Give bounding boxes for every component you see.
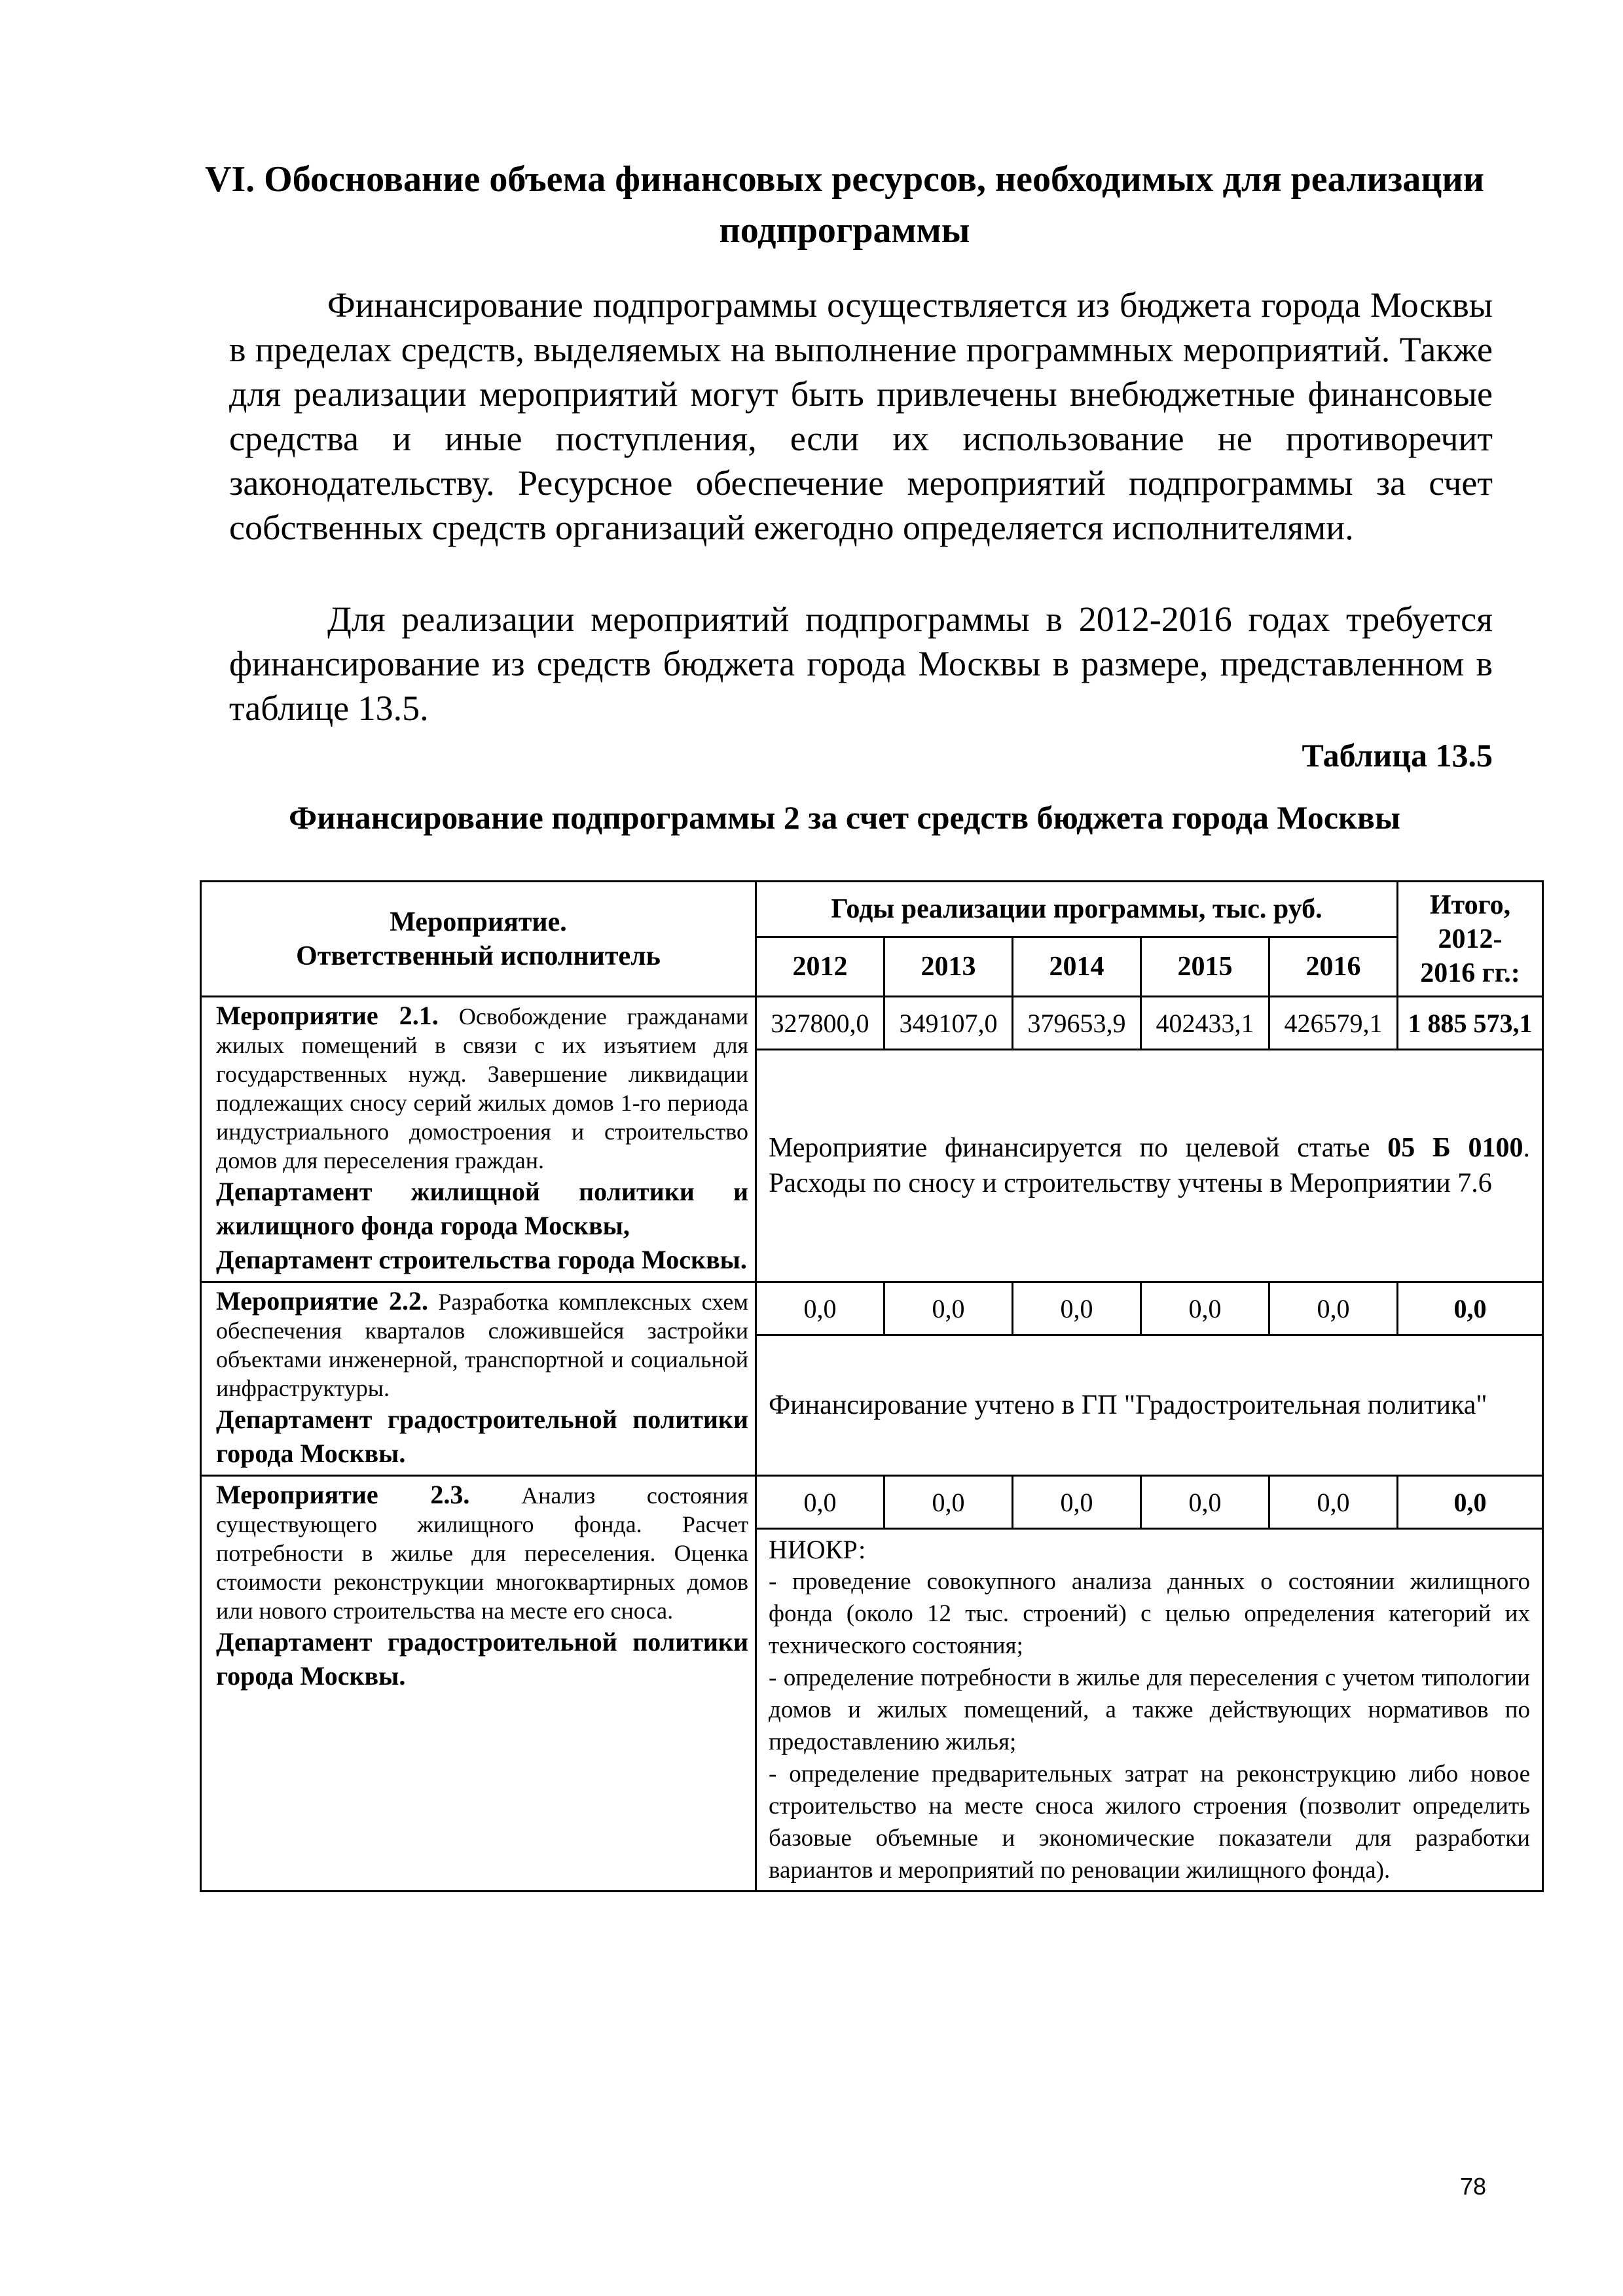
event-column-header-line1: Мероприятие. xyxy=(390,906,567,937)
value-2015: 0,0 xyxy=(1141,1476,1269,1529)
value-total: 0,0 xyxy=(1398,1476,1543,1529)
financing-table xyxy=(200,880,1544,1892)
event-title: Мероприятие 2.2. xyxy=(216,1286,428,1316)
value-2013: 349107,0 xyxy=(884,997,1013,1050)
total-header-line1: Итого, xyxy=(1429,889,1511,920)
years-group-header: Годы реализации программы, тыс. руб. xyxy=(756,882,1398,937)
event-description: Разработка комплексных схем обеспечения кварталов сложившейся застройки объектами инженерной, транспортной и социальной инфраструктуры. xyxy=(216,1289,749,1401)
event-cell-2-1 xyxy=(201,997,756,1282)
event-column-header-line2: Ответственный исполнитель xyxy=(296,941,661,971)
event-description: Анализ состояния существующего жилищного фонда. Расчет потребности в жилье для переселения. Оценка стоимости реконструкции многоквартирных домов или нового строительства на месте его сноса. xyxy=(216,1482,748,1624)
value-2015: 402433,1 xyxy=(1141,997,1269,1050)
year-header-2015: 2015 xyxy=(1141,937,1269,997)
niokr-item: - проведение совокупного анализа данных о состоянии жилищного фонда (около 12 тыс. строений) с целью определения категорий их технического состояния; xyxy=(769,1568,1530,1659)
table-row xyxy=(201,1476,1543,1529)
year-header-2016: 2016 xyxy=(1269,937,1398,997)
table-row xyxy=(201,997,1543,1050)
value-2013: 0,0 xyxy=(884,1282,1013,1335)
event-title: Мероприятие 2.3. xyxy=(216,1480,470,1509)
value-2016: 0,0 xyxy=(1269,1476,1398,1529)
note-cell-2-2: Финансирование учтено в ГП "Градостроительная политика" xyxy=(756,1335,1543,1476)
value-total: 0,0 xyxy=(1398,1282,1543,1335)
table-header-row xyxy=(201,882,1543,937)
year-header-2013: 2013 xyxy=(884,937,1013,997)
value-2012: 0,0 xyxy=(756,1282,884,1335)
note-cell-2-1 xyxy=(756,1050,1543,1282)
value-2015: 0,0 xyxy=(1141,1282,1269,1335)
event-cell-2-3 xyxy=(201,1476,756,1892)
event-department: Департамент жилищной политики и жилищного фонда города Москвы, xyxy=(216,1177,748,1240)
note-text: Мероприятие финансируется по целевой статье xyxy=(769,1133,1388,1163)
event-department: Департамент градостроительной политики города Москвы. xyxy=(216,1405,748,1468)
event-department: Департамент градостроительной политики города Москвы. xyxy=(216,1627,748,1691)
event-cell-2-2 xyxy=(201,1282,756,1476)
budget-code: 05 Б 0100 xyxy=(1387,1133,1523,1163)
value-2014: 0,0 xyxy=(1013,1282,1141,1335)
value-total: 1 885 573,1 xyxy=(1398,997,1543,1050)
total-header-line3: 2016 гг.: xyxy=(1420,958,1520,988)
table-label: Таблица 13.5 xyxy=(1302,737,1493,774)
value-2014: 379653,9 xyxy=(1013,997,1141,1050)
year-header-2012: 2012 xyxy=(756,937,884,997)
body-paragraph-2: Для реализации мероприятий подпрограммы в 2012-2016 годах требуется финансирование из средств бюджета города Москвы в размере, представленном в таблице 13.5. xyxy=(229,600,1493,728)
value-2012: 0,0 xyxy=(756,1476,884,1529)
table-row xyxy=(201,1282,1543,1335)
value-2016: 0,0 xyxy=(1269,1282,1398,1335)
value-2016: 426579,1 xyxy=(1269,997,1398,1050)
niokr-item: - определение потребности в жилье для переселения с учетом типологии домов и жилых помещений, а также действующих нормативов по предоставлению жилья; xyxy=(769,1664,1530,1755)
note-cell-2-3 xyxy=(756,1529,1543,1892)
value-2012: 327800,0 xyxy=(756,997,884,1050)
total-column-header xyxy=(1398,882,1543,997)
value-2014: 0,0 xyxy=(1013,1476,1141,1529)
value-2013: 0,0 xyxy=(884,1476,1013,1529)
event-title: Мероприятие 2.1. xyxy=(216,1001,439,1030)
event-department: Департамент строительства города Москвы. xyxy=(216,1245,747,1274)
event-column-header xyxy=(201,882,756,997)
year-header-2014: 2014 xyxy=(1013,937,1141,997)
niokr-heading: НИОКР: xyxy=(769,1535,866,1564)
niokr-item: - определение предварительных затрат на реконструкцию либо новое строительство на месте сноса жилого строения (позволит определить базовые объемные и экономические показатели для разработки вариантов и мероприятий по реновации жилищного фонда). xyxy=(769,1761,1530,1884)
table-caption: Финансирование подпрограммы 2 за счет средств бюджета города Москвы xyxy=(289,799,1400,836)
section-heading: VI. Обоснование объема финансовых ресурсов, необходимых для реализации подпрограммы xyxy=(204,159,1485,251)
page-number: 78 xyxy=(1460,2173,1487,2200)
event-description: Освобождение гражданами жилых помещений в связи с их изъятием для государственных нужд. Завершение ликвидации подлежащих сносу серий жилых домов 1-го периода индустриального домостроения и строительство домов для переселения граждан. xyxy=(216,1003,749,1174)
body-paragraph-1: Финансирование подпрограммы осуществляется из бюджета города Москвы в пределах средств, выделяемых на выполнение программных мероприятий. Также для реализации мероприятий могут быть привлечены внебюджетные финансовые средства и иные поступления, если их использование не противоречит законодательству. Ресурсное обеспечение мероприятий подпрограммы за счет собственных средств организаций ежегодно определяется исполнителями. xyxy=(229,285,1493,547)
note-text: . Расходы по сносу и строительству учтены в Мероприятии 7.6 xyxy=(769,1133,1530,1198)
total-header-line2: 2012- xyxy=(1438,924,1503,954)
